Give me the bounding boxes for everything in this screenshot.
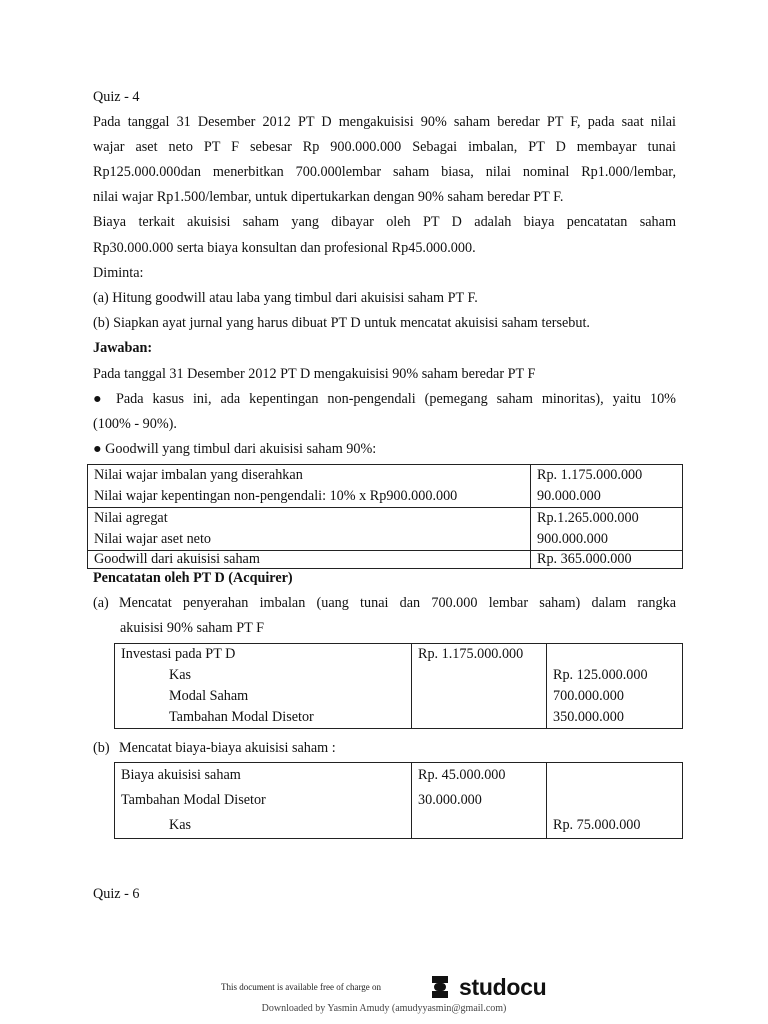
bullet-point: ● Goodwill yang timbul dari akuisisi saham 90%: xyxy=(93,441,377,457)
question-a: (a) Hitung goodwill atau laba yang timbul dari akuisisi saham PT F. xyxy=(93,290,478,306)
table-cell: Nilai agregat Nilai wajar aset neto xyxy=(88,508,531,551)
journal-table-a xyxy=(114,643,683,729)
item-b xyxy=(93,739,676,757)
item-text: Mencatat biaya-biaya akuisisi saham : xyxy=(119,740,336,756)
quiz-title: Quiz - 6 xyxy=(93,886,140,902)
item-a xyxy=(93,594,676,612)
question-b: (b) Siapkan ayat jurnal yang harus dibuat PT D untuk mencatat akuisisi saham tersebut. xyxy=(93,315,590,331)
debit-column: Rp. 45.000.000 30.000.000 xyxy=(412,763,547,839)
paragraph-line: nilai wajar Rp1.500/lembar, untuk dipertukarkan dengan 90% saham beredar PT F. xyxy=(93,189,564,205)
account-column: Investasi pada PT D Kas Modal Saham Tambahan Modal Disetor xyxy=(115,644,412,729)
item-a-cont: akuisisi 90% saham PT F xyxy=(120,620,264,636)
item-text: Mencatat penyerahan imbalan (uang tunai dan 700.000 lembar saham) dalam rangka xyxy=(119,595,676,611)
paragraph-line: Biaya terkait akuisisi saham yang dibayar oleh PT D adalah biaya pencatatan saham xyxy=(93,214,676,230)
credit-column: Rp. 125.000.000 700.000.000 350.000.000 xyxy=(547,644,683,729)
paragraph-line: Rp30.000.000 serta biaya konsultan dan profesional Rp45.000.000. xyxy=(93,240,476,256)
account-column: Biaya akuisisi saham Tambahan Modal Disetor Kas xyxy=(115,763,412,839)
table-cell: Goodwill dari akuisisi saham xyxy=(88,551,531,569)
bullet-point: ● Pada kasus ini, ada kepentingan non-pengendali (pemegang saham minoritas), yaitu 10% xyxy=(93,391,676,407)
item-marker: (a) xyxy=(93,595,109,611)
table-cell: Rp.1.265.000.000 900.000.000 xyxy=(531,508,683,551)
quiz-title: Quiz - 4 xyxy=(93,89,140,105)
brand-name: studocu xyxy=(459,973,547,1000)
bullet-point-cont: (100% - 90%). xyxy=(93,416,177,432)
goodwill-table xyxy=(87,464,683,569)
table-cell: Nilai wajar imbalan yang diserahkan Nilai wajar kepentingan non-pengendali: 10% x Rp900.000.000 xyxy=(88,465,531,508)
studocu-logo[interactable] xyxy=(425,972,546,1002)
paragraph-line: Rp125.000.000dan menerbitkan 700.000lembar saham biasa, nilai nominal Rp1.000/lembar, xyxy=(93,164,676,180)
credit-column: Rp. 75.000.000 xyxy=(547,763,683,839)
table-cell: Rp. 1.175.000.000 90.000.000 xyxy=(531,465,683,508)
diminta-label: Diminta: xyxy=(93,265,144,281)
paragraph-line: wajar aset neto PT F sebesar Rp 900.000.000 Sebagai imbalan, PT D membayar tunai xyxy=(93,139,676,155)
table-cell: Rp. 365.000.000 xyxy=(531,551,683,569)
download-note: Downloaded by Yasmin Amudy (amudyyasmin@gmail.com) xyxy=(261,1003,507,1014)
journal-table-b xyxy=(114,762,683,839)
paragraph-line: Pada tanggal 31 Desember 2012 PT D mengakuisisi 90% saham beredar PT F, pada saat nilai xyxy=(93,114,676,130)
debit-column: Rp. 1.175.000.000 xyxy=(412,644,547,729)
studocu-logo-icon xyxy=(425,972,455,1002)
item-marker: (b) xyxy=(93,740,110,756)
section-heading: Pencatatan oleh PT D (Acquirer) xyxy=(93,570,293,586)
answer-intro: Pada tanggal 31 Desember 2012 PT D mengakuisisi 90% saham beredar PT F xyxy=(93,366,536,382)
availability-note: This document is available free of charge on xyxy=(221,982,382,992)
answer-heading: Jawaban: xyxy=(93,340,153,356)
